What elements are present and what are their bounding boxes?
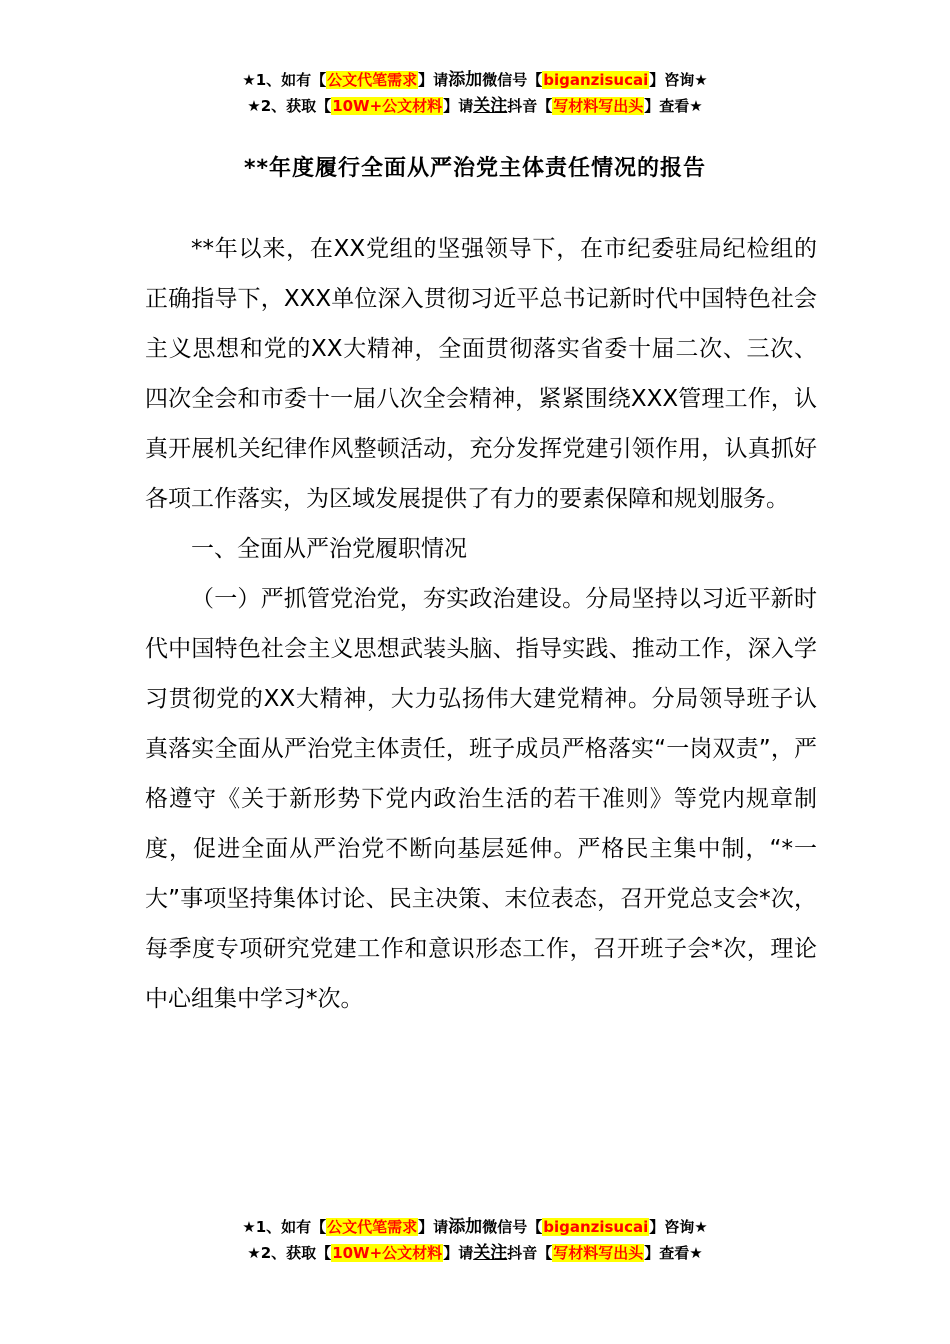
highlight-wechat-id: biganzisucai [543, 71, 649, 89]
highlight-service: 公文代笔需求 [327, 1218, 418, 1236]
subsection-paragraph: （一）严抓管党治党，夯实政治建设。分局坚持以习近平新时代中国特色社会主义思想武装头脑、指导实践、推动工作，深入学习贯彻党的XX大精神，大力弘扬伟大建党精神。分局领导班子认真落实全面从严治党主体责任，班子成员严格落实“一岗双责”，严格遵守《关于新形势下党内政治生活的若干准则》等党内规章制度，促进全面从严治党不断向基层延伸。严格民主集中制，“*一大”事项坚持集体讨论、民主决策、末位表态，召开党总支会*次，每季度专项研究党建工作和意识形态工作，召开班子会*次，理论中心组集中学习*次。 [145, 586, 817, 1012]
banner-line-2: ★2、获取【10W+公文材料】请关注抖音【写材料写出头】查看★ [247, 1243, 703, 1263]
document-body [145, 224, 817, 1024]
banner-line-2: ★2、获取【10W+公文材料】请关注抖音【写材料写出头】查看★ [247, 96, 703, 116]
section-heading: 一、全面从严治党履职情况 [191, 536, 467, 562]
intro-paragraph: **年以来，在XX党组的坚强领导下，在市纪委驻局纪检组的正确指导下，XXX单位深入贯彻习近平总书记新时代中国特色社会主义思想和党的XX大精神，全面贯彻落实省委十届二次、三次、四次全会和市委十一届八次全会精神，紧紧围绕XXX管理工作，认真开展机关纪律作风整顿活动，充分发挥党建引领作用，认真抓好各项工作落实，为区域发展提供了有力的要素保障和规划服务。 [145, 236, 817, 512]
highlight-service: 公文代笔需求 [327, 71, 418, 89]
highlight-wechat-id: biganzisucai [543, 1218, 649, 1236]
top-banner [0, 67, 950, 119]
highlight-douyin: 写材料写出头 [553, 1244, 644, 1262]
highlight-materials: 10W+公文材料 [332, 97, 443, 115]
document-title: **年度履行全面从严治党主体责任情况的报告 [243, 156, 706, 181]
highlight-materials: 10W+公文材料 [332, 1244, 443, 1262]
banner-line-1: ★1、如有【公文代笔需求】请添加微信号【biganzisucai】咨询★ [242, 1217, 708, 1237]
bottom-banner [0, 1214, 950, 1266]
banner-line-1: ★1、如有【公文代笔需求】请添加微信号【biganzisucai】咨询★ [242, 70, 708, 90]
highlight-douyin: 写材料写出头 [553, 97, 644, 115]
